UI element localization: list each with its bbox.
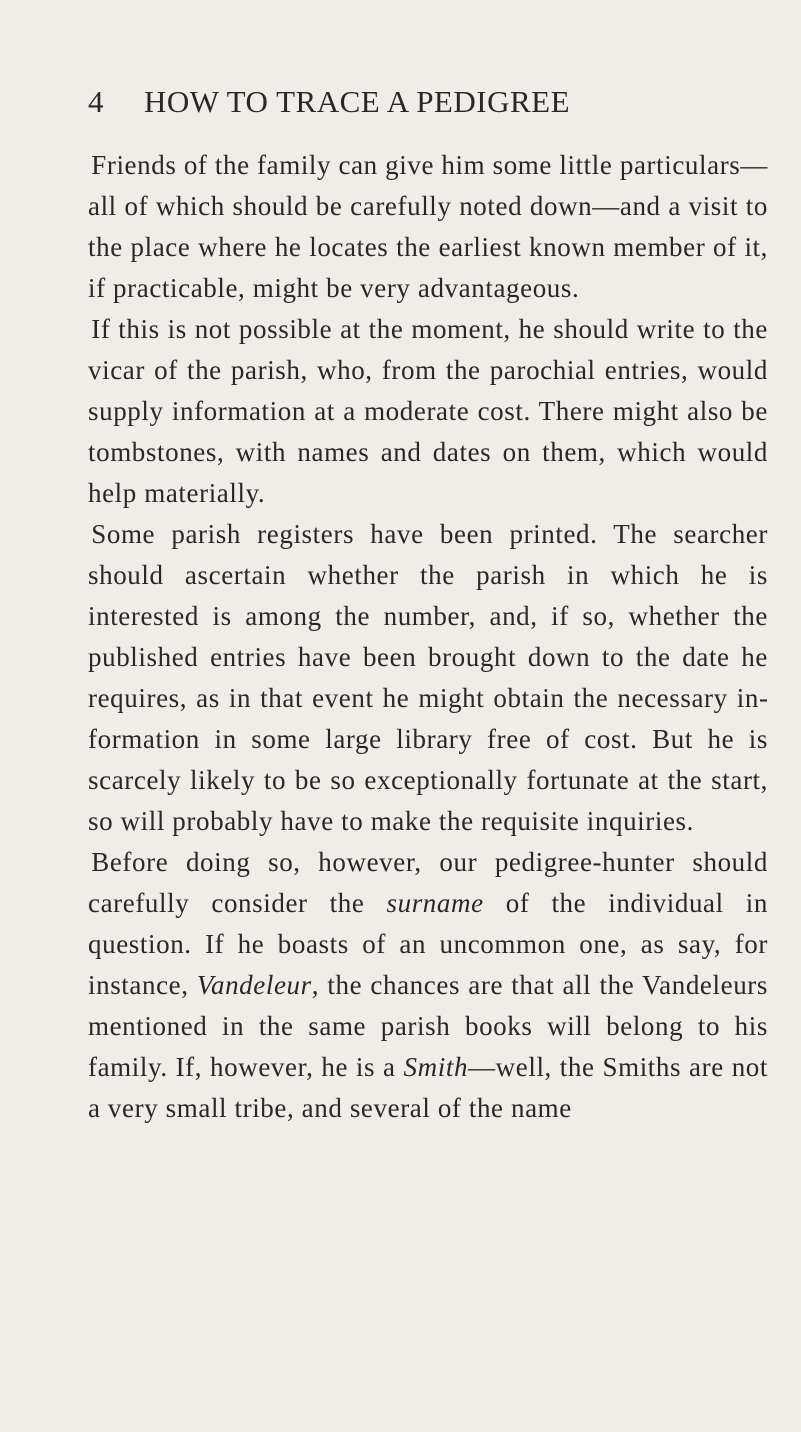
- paragraph-surname: [88, 842, 768, 1129]
- running-title: HOW TO TRACE A PEDIGREE: [144, 84, 571, 119]
- page-number: 4: [88, 84, 104, 119]
- text-run: —well, the Smiths are not a very small tribe, and several of the name: [88, 1052, 768, 1123]
- text-run: Friends of the family can give him some little particulars—all of which should be carefully noted down—and a visit to the place where he locates the earliest known member of it, if practicable, might be very advantageous.: [88, 150, 768, 303]
- emphasis-vandeleur: Vandeleur: [196, 970, 312, 1000]
- text-run: If this is not possible at the moment, he should write to the vicar of the parish, who, from the parochial entries, would supply information at a moderate cost. There might also be tombstones, with names and dates on them, which would help materially.: [88, 314, 768, 508]
- paragraph-vicar: [88, 309, 768, 514]
- paragraph-friends: [88, 145, 768, 309]
- emphasis-smith: Smith: [403, 1052, 469, 1082]
- text-run: of the individual in question. If he boasts of an uncommon one, as say, for instance,: [88, 888, 768, 1000]
- body-text: [88, 145, 768, 1129]
- text-run: , the chances are that all the Vandeleurs mentioned in the same parish books will belong to his family. If, however, he is a: [88, 970, 768, 1082]
- running-head: [88, 84, 741, 124]
- text-run: Before doing so, however, our pedigree-hunter should carefully consider the: [88, 847, 768, 918]
- paragraph-registers: [88, 514, 768, 842]
- text-run: Some parish registers have been printed. The searcher should ascertain whether the parish in which he is interested is among the number, and, if so, whether the published entries have been brought down to the date he requires, as in that event he might obtain the necessary information in some large library free of cost. But he is scarcely likely to be so exceptionally fortunate at the start, so will probably have to make the requisite inquiries.: [88, 519, 768, 836]
- emphasis-surname: surname: [386, 888, 484, 918]
